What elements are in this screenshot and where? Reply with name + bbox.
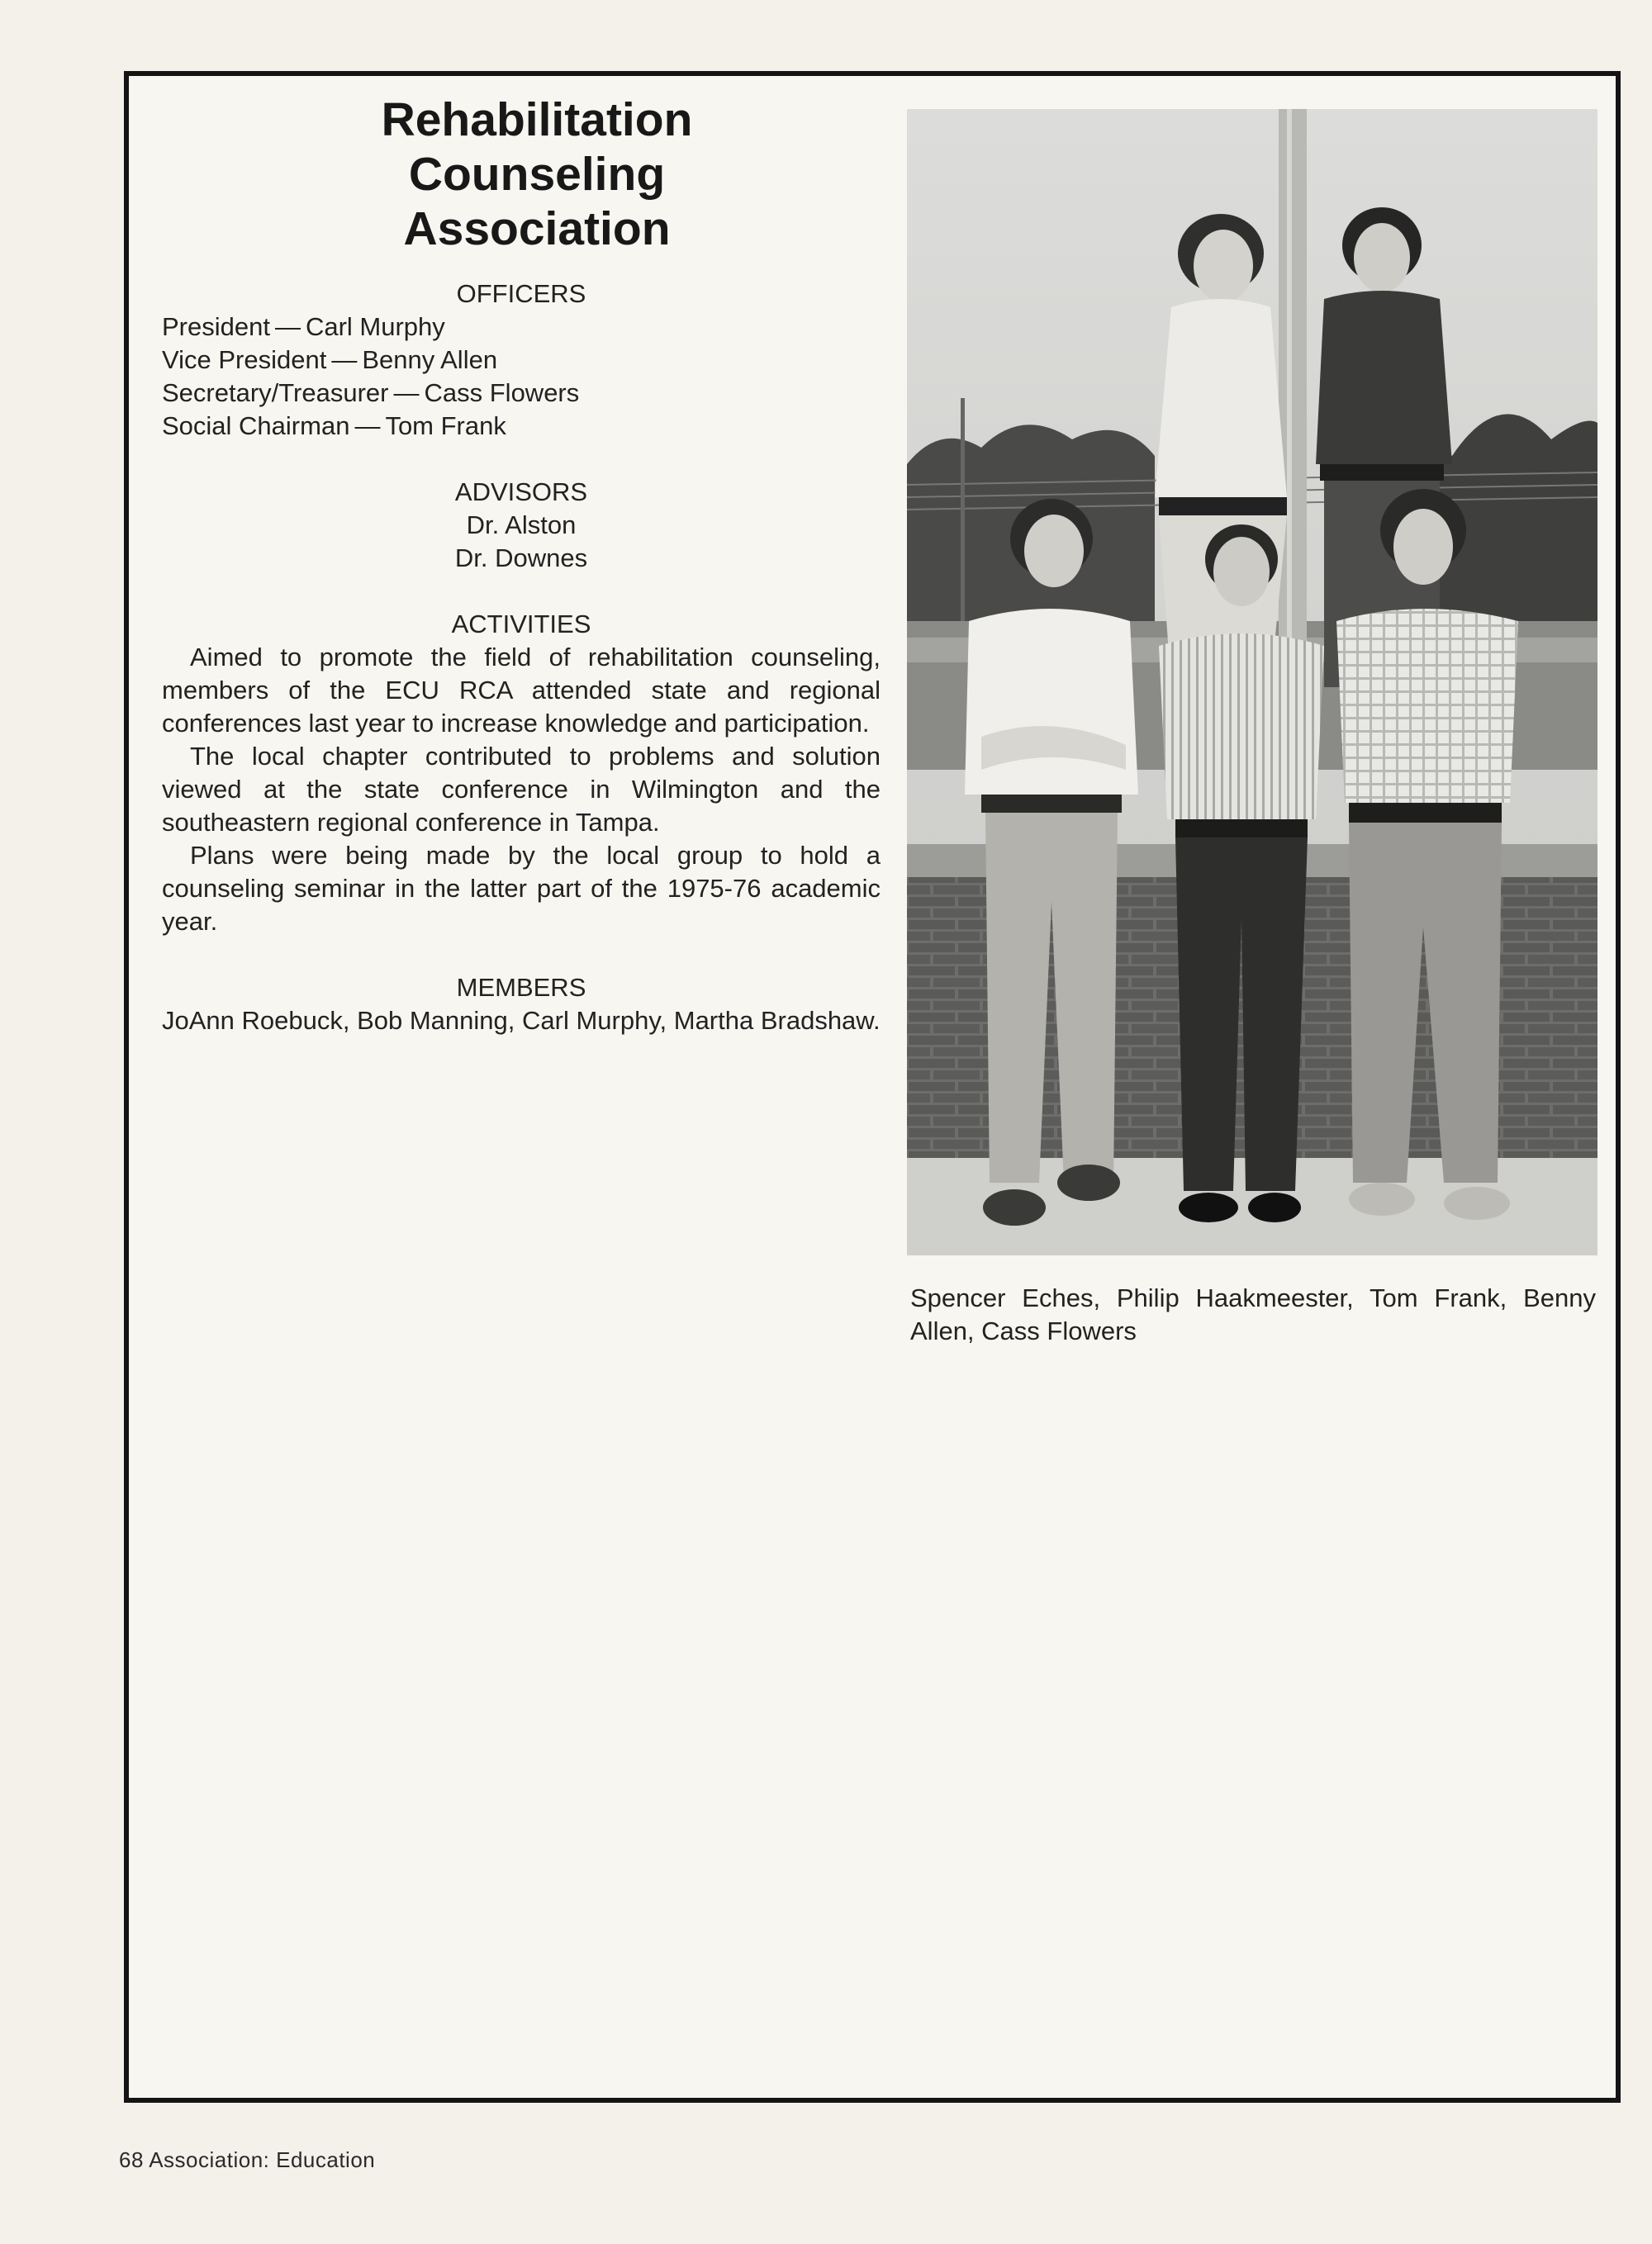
officer-separator: — — [393, 378, 420, 407]
officer-role: Social Chairman — [162, 411, 350, 440]
officer-role: Secretary/Treasurer — [162, 378, 389, 407]
photo-caption: Spencer Eches, Philip Haakmeester, Tom Frank, Benny Allen, Cass Flowers — [910, 1283, 1596, 1345]
officer-row — [162, 377, 881, 410]
members-section — [162, 971, 881, 1037]
text-column — [162, 278, 881, 1037]
activities-paragraph: The local chapter contributed to problems and solution viewed at the state conference in Wilmington and the southeastern regional conference in Tampa. — [162, 742, 881, 837]
title-line-3: Association — [403, 202, 671, 255]
officers-heading: OFFICERS — [456, 279, 586, 308]
group-photo-image — [907, 109, 1597, 1255]
officer-row — [162, 311, 881, 344]
officer-name: Cass Flowers — [424, 378, 580, 407]
activities-heading: ACTIVITIES — [451, 610, 591, 638]
activities-section — [162, 608, 881, 938]
group-photo — [907, 109, 1597, 1255]
officer-role: Vice President — [162, 345, 327, 374]
members-heading: MEMBERS — [456, 973, 586, 1002]
title-line-2: Counseling — [408, 148, 666, 201]
advisor-name: Dr. Alston — [466, 510, 577, 539]
title-line-1: Rehabilitation — [381, 93, 693, 146]
page-footer: 68 Association: Education — [119, 2147, 376, 2172]
officer-name: Benny Allen — [362, 345, 498, 374]
advisors-heading: ADVISORS — [454, 477, 588, 506]
officers-section — [162, 278, 881, 443]
officer-row — [162, 344, 881, 377]
members-list: JoAnn Roebuck, Bob Manning, Carl Murphy, Martha Bradshaw. — [162, 1006, 881, 1035]
activities-paragraph: Plans were being made by the local group to hold a counseling seminar in the latter part of the 1975-76 academic year. — [162, 841, 881, 936]
page-title — [363, 93, 710, 256]
officer-name: Tom Frank — [385, 411, 506, 440]
officer-separator: — — [331, 345, 358, 374]
officer-row — [162, 410, 881, 443]
officer-separator: — — [354, 411, 381, 440]
advisors-section — [162, 476, 881, 575]
advisor-name: Dr. Downes — [454, 543, 588, 572]
officer-separator: — — [274, 312, 301, 341]
officer-role: President — [162, 312, 270, 341]
officer-name: Carl Murphy — [305, 312, 445, 341]
officers-list — [162, 311, 881, 443]
activities-paragraph: Aimed to promote the field of rehabilitation counseling, members of the ECU RCA attended state and regional conferences last year to increase knowledge and participation. — [162, 643, 881, 738]
